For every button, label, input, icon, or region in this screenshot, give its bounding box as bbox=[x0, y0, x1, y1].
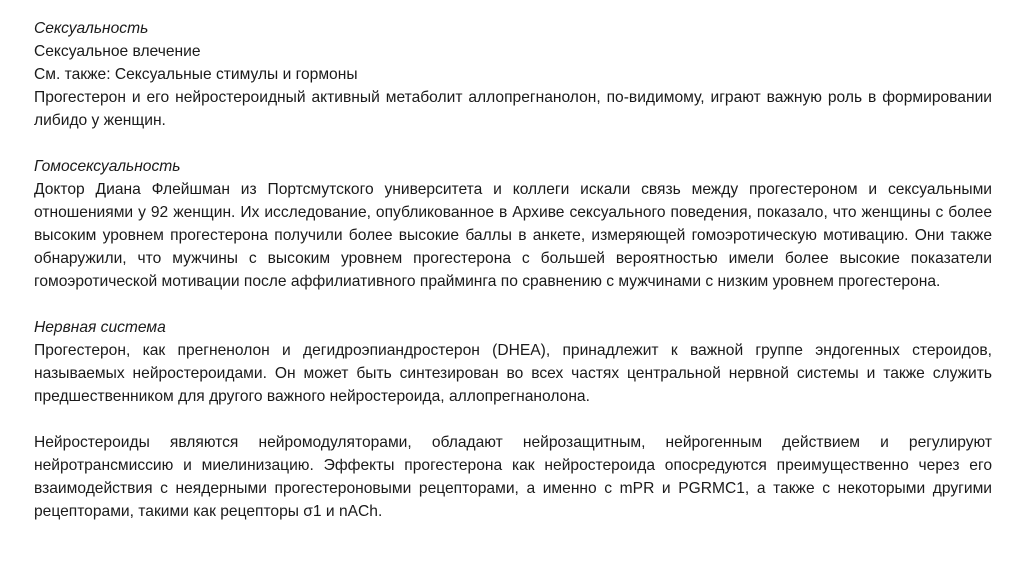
spacer bbox=[34, 132, 992, 155]
paragraph-fleischman-study: Доктор Диана Флейшман из Портсмутского университета и коллеги искали связь между прогестероном и сексуальными отношениями у 92 женщин. Их исследование, опубликованное в Архиве сексуального поведения, показало, что женщины с более высоким уровнем прогестерона получили более высокие баллы в анкете, измеряющей гомоэротическую мотивацию. Они также обнаружили, что мужчины с высоким уровнем прогестерона с большей вероятностью имели более высокие показатели гомоэротической мотивации после аффилиативного прайминга по сравнению с мужчинами с низким уровнем прогестерона. bbox=[34, 181, 992, 290]
paragraph-neurosteroids: Прогестерон, как прегненолон и дегидроэпиандростерон (DHEA), принадлежит к важной группе эндогенных стероидов, называемых нейростероидами. Он может быть синтезирован во всех частях центральной нервной системы и также служить предшественником для другого важного нейростероида, аллопрегнанолона. bbox=[34, 342, 992, 405]
see-also-text: См. также: Сексуальные стимулы и гормоны bbox=[34, 66, 358, 83]
section-heading-nervous-system: Нервная система bbox=[34, 319, 166, 336]
paragraph-neuromodulators: Нейростероиды являются нейромодуляторами, обладают нейрозащитным, нейрогенным действием и регулируют нейротрансмиссию и миелинизацию. Эффекты прогестерона как нейростероида опосредуются преимущественно через его взаимодействия с неядерными прогестероновыми рецепторами, а именно с mPR и PGRMC1, а также с некоторыми другими рецепторами, такими как рецепторы σ1 и nACh. bbox=[34, 434, 992, 520]
spacer bbox=[34, 408, 992, 431]
spacer bbox=[34, 293, 992, 316]
document-body bbox=[34, 17, 992, 523]
subheading-sexual-desire: Сексуальное влечение bbox=[34, 43, 201, 60]
section-heading-homosexuality: Гомосексуальность bbox=[34, 158, 181, 175]
paragraph-libido: Прогестерон и его нейростероидный активный метаболит аллопрегнанолон, по-видимому, играют важную роль в формировании либидо у женщин. bbox=[34, 89, 992, 129]
section-heading-sexuality: Сексуальность bbox=[34, 20, 149, 37]
